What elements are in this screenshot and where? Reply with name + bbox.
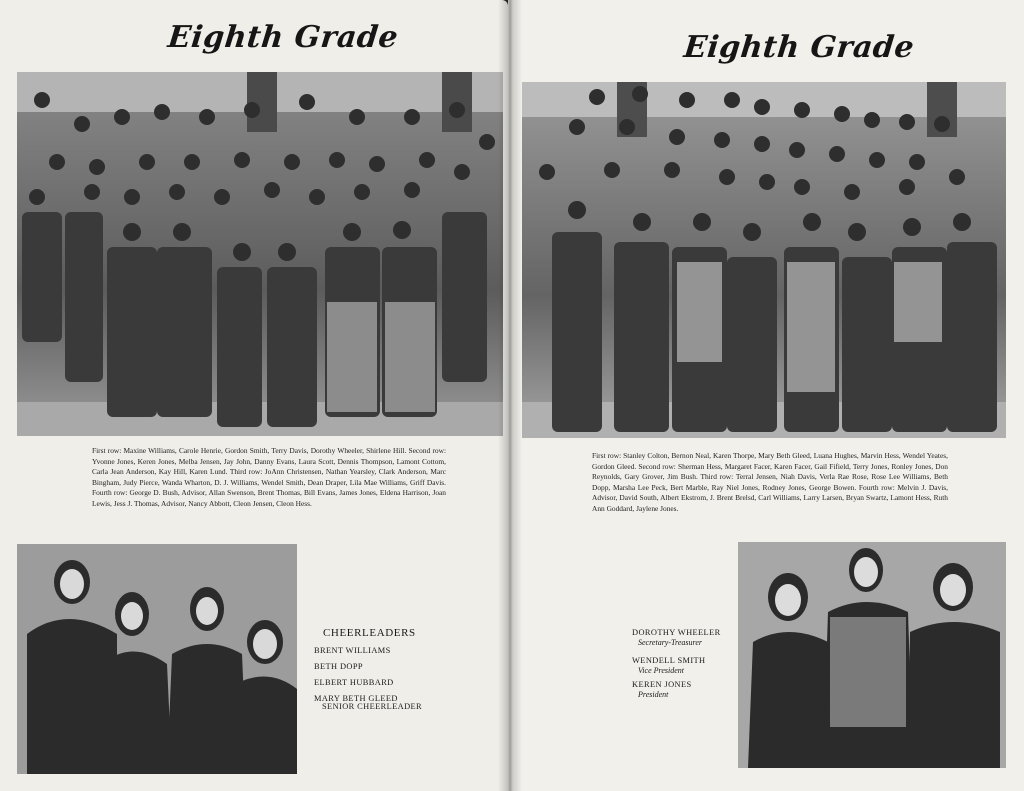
cheerleader-name: BETH DOPP (314, 662, 363, 671)
class-officers-photo-image (738, 542, 1006, 768)
cheerleaders-photo-image (17, 544, 297, 774)
class-officers-photo (738, 542, 1006, 768)
cheerleader-name: ELBERT HUBBARD (314, 678, 394, 687)
officer-vice-president (632, 656, 706, 676)
class-photo-caption: First row: Maxine Williams, Carole Henrie, Gordon Smith, Terry Davis, Dorothy Wheeler, Shirlene Hill. Second row: Yvonne Jones, Keren Jones, Melba Jensen, Jay John, Danny Evans, Laura Scott, Dennis Thompson, Lamont Cottom, Carla Jean Anderson, Kay Hill, Karen Lund. Third row: JoAnn Christensen, Nathan Yearsley, Clark Anderson, Marc Bingham, Judy Pierce, Wanda Wharton, D. J. Williams, Wendel Smith, Dean Draper, Lila Mae Williams, Griff Davis. Fourth row: George D. Bush, Advisor, Allan Swenson, Brent Thomas, Bill Evans, James Jones, Eldena Harrison, Joan Lewis, Jess J. Thomas, Advisor, Nancy Abbott, Cleon Jensen, Cleon Hess. (92, 446, 446, 508)
cheerleaders-photo (17, 544, 297, 774)
officer-president (632, 680, 692, 700)
officer-name: DOROTHY WHEELER (632, 628, 721, 637)
cheerleader-name: BRENT WILLIAMS (314, 646, 391, 655)
class-group-photo (522, 82, 1006, 438)
officer-role: Secretary-Treasurer (638, 638, 702, 647)
right-page (508, 0, 1024, 791)
page-title: Eighth Grade (682, 30, 916, 65)
class-group-photo-image (17, 72, 503, 436)
officer-name: WENDELL SMITH (632, 656, 706, 665)
book-gutter (498, 0, 522, 791)
left-page (0, 0, 508, 791)
class-group-photo (17, 72, 503, 436)
officer-secretary-treasurer (632, 628, 721, 648)
officer-name: KEREN JONES (632, 680, 692, 689)
cheerleader-name: MARY BETH GLEED (314, 694, 398, 703)
page-title: Eighth Grade (166, 20, 400, 55)
officer-role: Vice President (638, 666, 684, 675)
officer-role: President (638, 690, 669, 699)
cheerleaders-heading: CHEERLEADERS (323, 627, 416, 639)
class-group-photo-image (522, 82, 1006, 438)
cheerleader-role: SENIOR CHEERLEADER (322, 702, 423, 711)
cheerleaders-list (314, 643, 422, 712)
class-photo-caption: First row: Stanley Colton, Bernon Neal, Karen Thorpe, Mary Beth Gleed, Luana Hughes, Marvin Hess, Wendel Yeates, Gordon Gleed. Second row: Sherman Hess, Margaret Facer, Karen Facer, Gail Fifield, Terry Jones, Ronley Jones, Don Reynolds, Gary Grover, Jim Bush. Third row: Terral Jensen, Niah Davis, Verla Rae Rose, Rose Lee Williams, Beth Dopp, Marsha Lee Peck, Bert Marble, Ray Niel Jones, Rodney Jones, George Bowen. Fourth row: Melvin J. Davis, Advisor, David South, Albert Ekstrom, J. Brent Brelsd, Carl Williams, Larry Larsen, Bryan Swartz, Lamont Hess, Ruth Ann Goddard, Jaylene Jones. (592, 451, 948, 513)
